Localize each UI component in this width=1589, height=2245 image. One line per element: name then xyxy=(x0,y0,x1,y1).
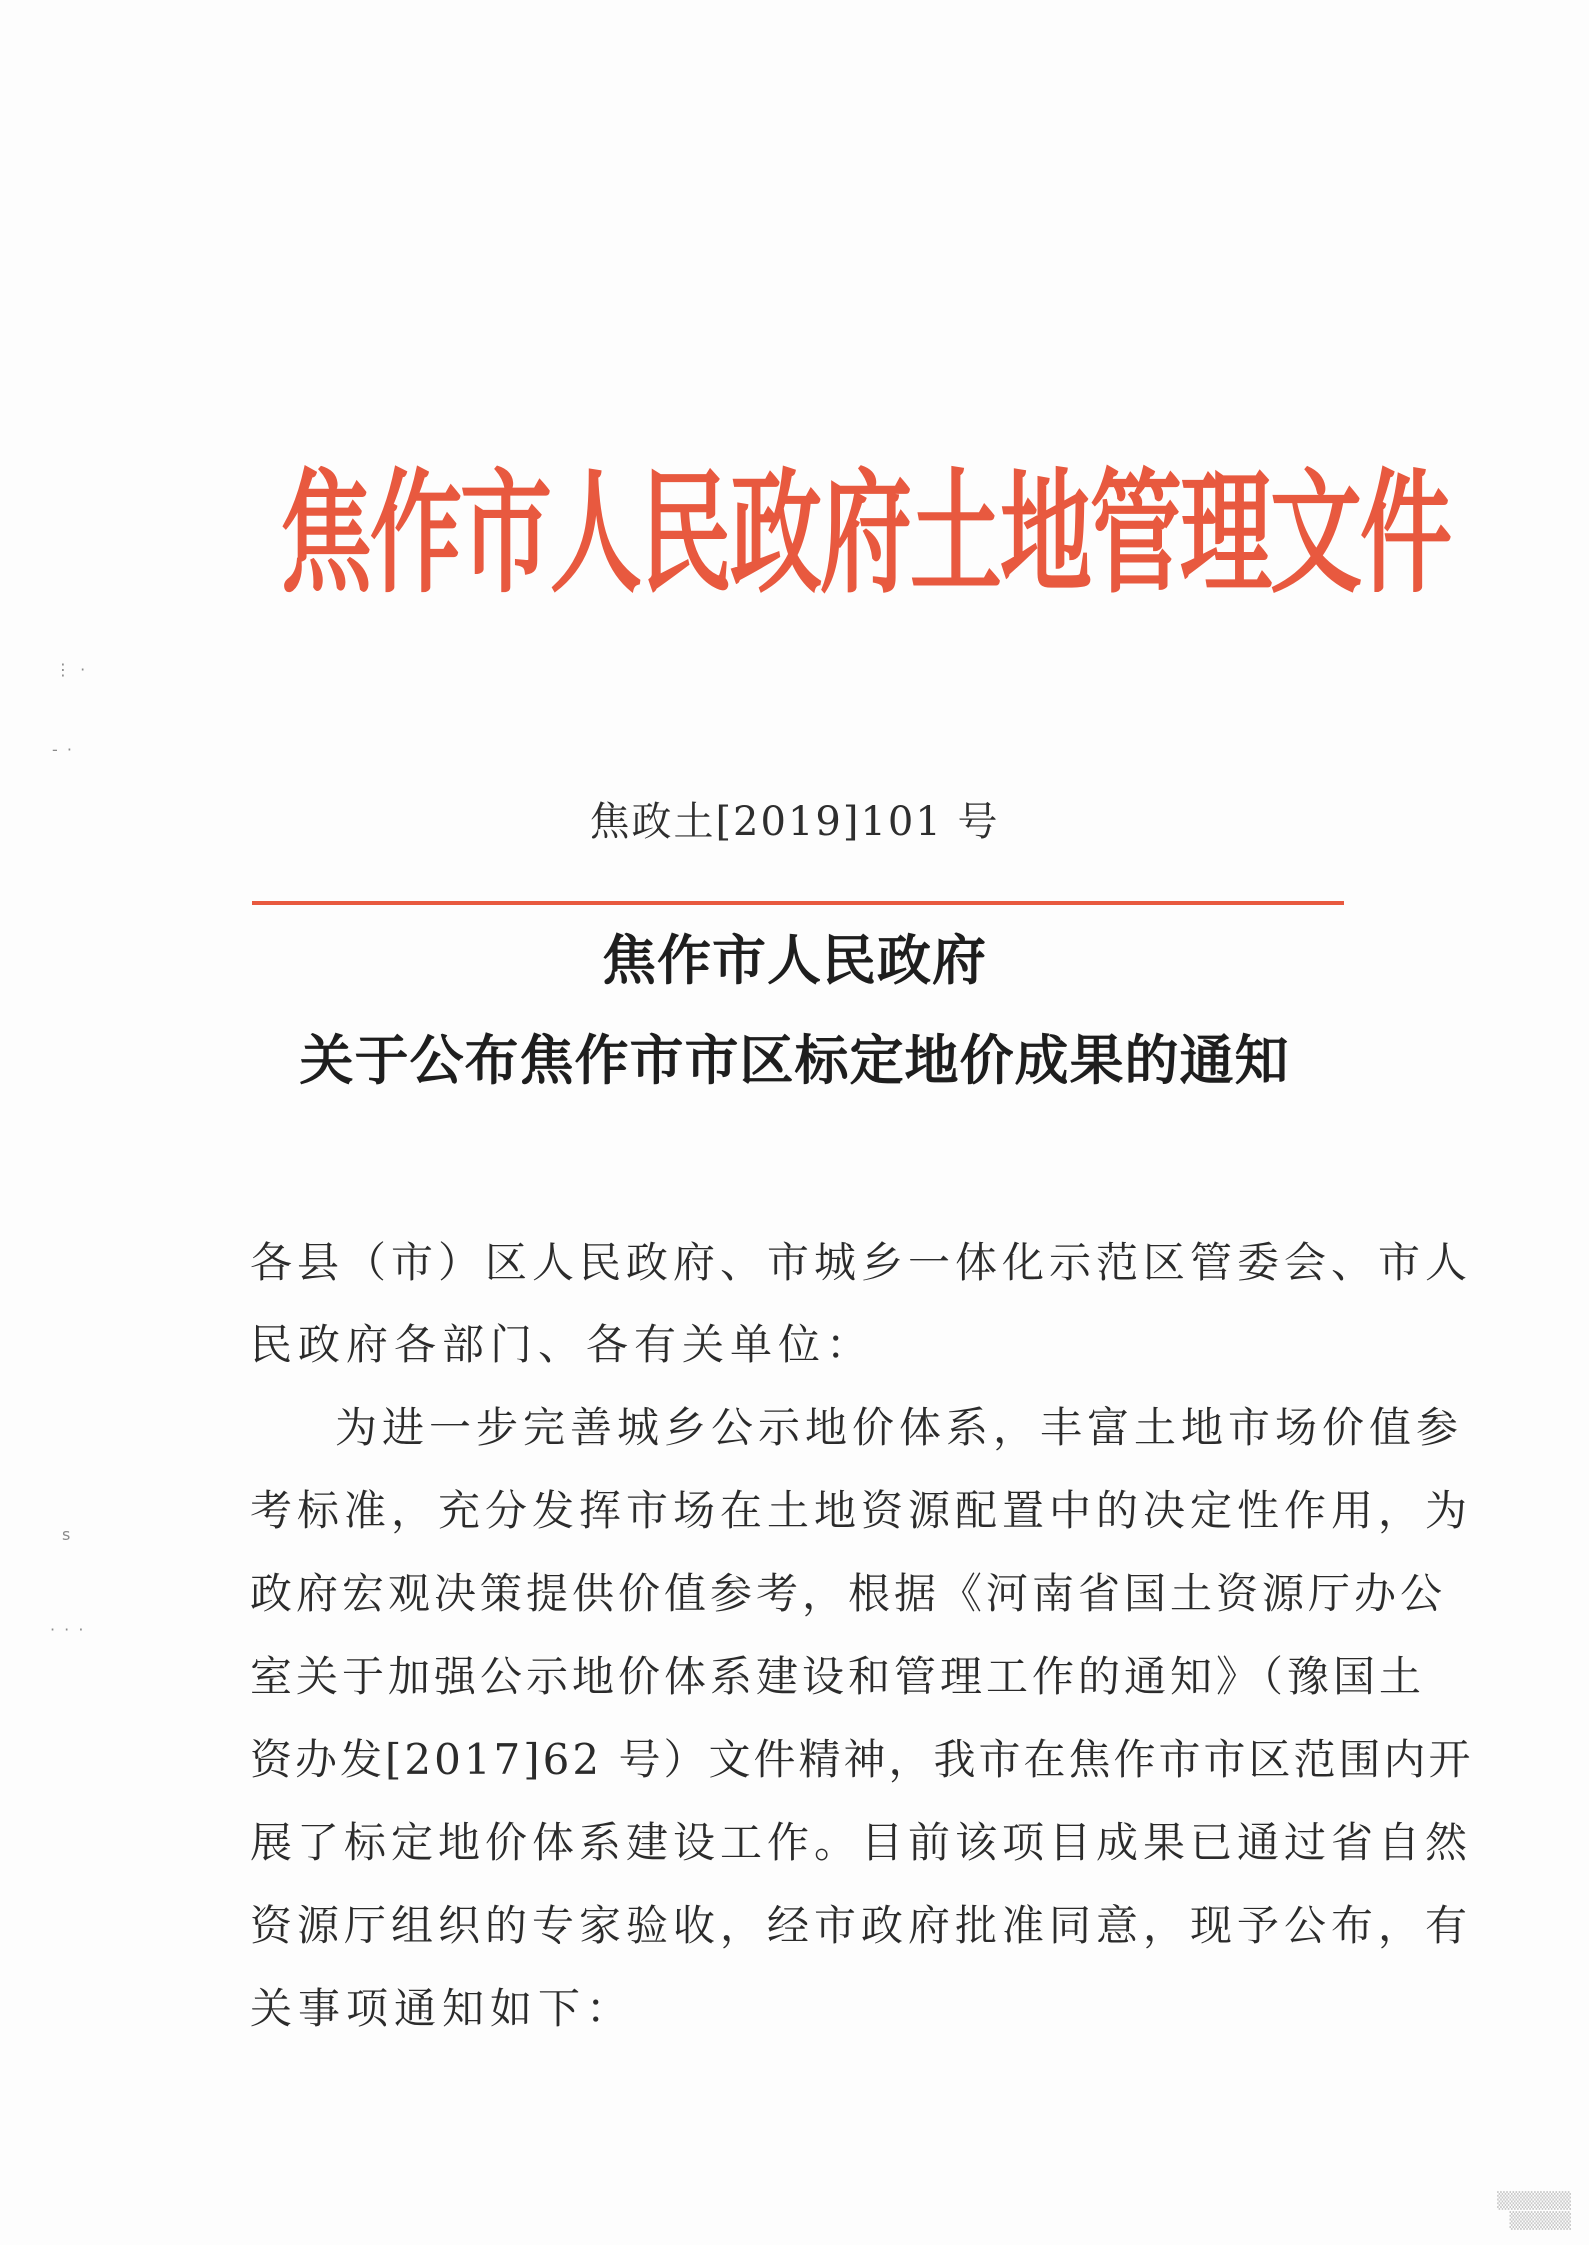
body-line-5: 政府宏观决策提供价值参考，根据《河南省国土资源厅办公 xyxy=(250,1569,1447,1618)
document-masthead: 焦作市人民政府土地管理文件 xyxy=(280,456,1451,612)
document-number: 焦政土[2019]101 号 xyxy=(589,799,1000,845)
scan-artifact: · · · xyxy=(50,1620,86,1639)
body-line-9: 资源厅组织的专家验收，经市政府批准同意，现予公布，有 xyxy=(250,1901,1473,1950)
document-title-line-1: 焦作市人民政府 xyxy=(602,928,987,992)
scan-artifact: - · xyxy=(52,740,74,759)
body-line-8: 展了标定地价体系建设工作。目前该项目成果已通过省自然 xyxy=(250,1818,1473,1867)
corner-watermark: ▒▒▒▒▒▒ ▒▒▒▒▒ xyxy=(1497,2191,1571,2230)
body-line-4: 考标准，充分发挥市场在土地资源配置中的决定性作用，为 xyxy=(250,1486,1473,1535)
red-divider-line xyxy=(252,901,1344,905)
document-title-line-2: 关于公布焦作市市区标定地价成果的通知 xyxy=(299,1028,1290,1092)
body-line-3: 为进一步完善城乡公示地价体系，丰富土地市场价值参 xyxy=(335,1403,1464,1452)
body-line-2: 民政府各部门、各有关单位： xyxy=(250,1320,875,1369)
scan-artifact: s xyxy=(62,1525,73,1544)
scan-artifact: ⋮ · xyxy=(55,660,88,679)
body-line-1: 各县（市）区人民政府、市城乡一体化示范区管委会、市人 xyxy=(250,1238,1473,1287)
body-line-7: 资办发[2017]62 号）文件精神，我市在焦作市市区范围内开 xyxy=(250,1735,1474,1784)
body-line-10: 关事项通知如下： xyxy=(250,1984,635,2033)
body-line-6: 室关于加强公示地价体系建设和管理工作的通知》（豫国土 xyxy=(250,1652,1426,1701)
